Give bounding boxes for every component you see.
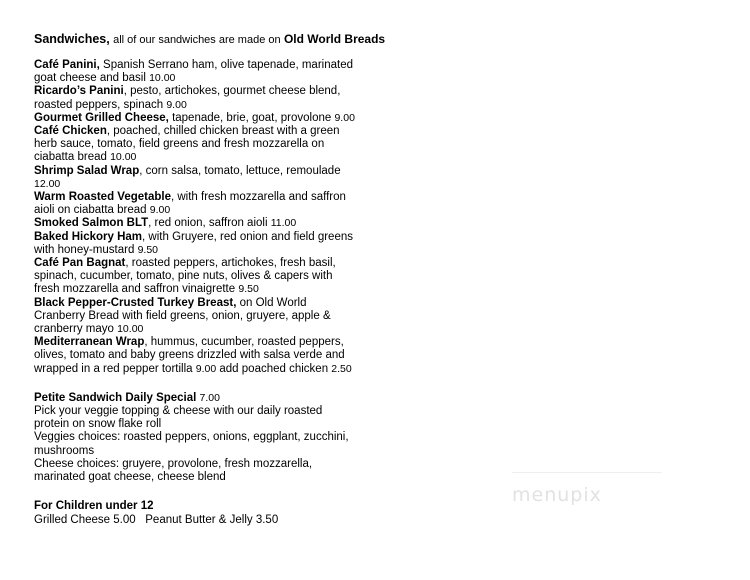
item-extra: add poached chicken: [219, 362, 329, 375]
petite-name: Petite Sandwich Daily Special: [34, 391, 197, 404]
bread-brand: Old World Breads: [283, 32, 386, 46]
menu-item: [34, 165, 356, 191]
item-desc: , corn salsa, tomato, lettuce, remoulade: [139, 164, 341, 177]
section-title: Sandwiches,: [34, 32, 110, 46]
menu-item: [34, 336, 356, 376]
petite-desc: Pick your veggie topping & cheese with our daily roasted protein on snow flake roll: [34, 405, 323, 431]
cheese-choices: Cheese choices: gruyere, provolone, fresh mozzarella, marinated goat cheese, cheese blend: [34, 457, 313, 484]
menu-item: [34, 217, 356, 230]
item-desc: , red onion, saffron aioli: [148, 217, 268, 230]
item-extra-price: 2.50: [331, 362, 352, 375]
item-name: Gourmet Grilled Cheese,: [34, 111, 169, 124]
item-desc: Spanish Serrano ham, olive tapenade, marinated goat cheese and basil: [34, 59, 353, 85]
item-price: 11.00: [270, 217, 297, 230]
item-price: 9.00: [149, 204, 171, 217]
item-desc: tapenade, brie, goat, provolone: [172, 111, 332, 124]
item-price: 9.00: [195, 362, 217, 375]
watermark-logo: menupix: [512, 484, 602, 506]
children-section: [34, 500, 356, 513]
item-price: 9.00: [334, 111, 355, 124]
menu-item: [34, 257, 356, 297]
item-name: Café Pan Bagnat: [34, 257, 126, 270]
item-price: 10.00: [110, 151, 137, 164]
menu-item: [34, 112, 356, 125]
section-header: [34, 32, 734, 48]
menu-item: [34, 125, 356, 165]
menu-page: [34, 32, 734, 527]
item-price: 12.00: [34, 177, 61, 190]
item-desc: , roasted peppers, artichokes, fresh basil, spinach, cucumber, tomato, pine nuts, olives & capers with fresh mozzarella and saffron vinaigrette: [34, 257, 336, 296]
sandwich-list: [34, 59, 734, 527]
item-price: 10.00: [117, 323, 144, 336]
item-price: 10.00: [149, 72, 176, 85]
item-desc: , with fresh mozzarella and saffron aioli on ciabatta bread: [34, 191, 346, 217]
children-item: Grilled Cheese 5.00: [34, 513, 136, 526]
item-name: Café Chicken: [34, 125, 107, 138]
veggie-choices: Veggies choices: roasted peppers, onions, eggplant, zucchini, mushrooms: [34, 431, 349, 457]
petite-price: 7.00: [199, 391, 220, 404]
item-name: Baked Hickory Ham: [34, 230, 143, 243]
item-desc: , with Gruyere, red onion and field greens with honey-mustard: [34, 230, 353, 256]
children-item: Peanut Butter & Jelly 3.50: [145, 513, 279, 526]
item-desc: , hummus, cucumber, roasted peppers, olives, tomato and baby greens drizzled with salsa verde and wrapped in a red pepper tortilla: [34, 336, 345, 375]
watermark-bar: [512, 472, 662, 473]
item-name: Shrimp Salad Wrap: [34, 164, 140, 177]
menu-item: [34, 231, 356, 257]
section-subtitle: all of our sandwiches are made on: [113, 34, 281, 46]
menu-item: [34, 85, 356, 111]
menu-item: [34, 297, 356, 337]
item-desc: , poached, chilled chicken breast with a green herb sauce, tomato, field greens and fresh mozzarella on ciabatta bread: [34, 125, 340, 164]
menu-item: [34, 59, 356, 85]
item-desc: on Old World Cranberry Bread with field greens, onion, gruyere, apple & cranberry mayo: [34, 296, 331, 336]
menu-item: [34, 191, 356, 217]
item-price: 9.50: [238, 283, 259, 296]
item-price: 9.00: [166, 98, 187, 111]
item-name: Mediterranean Wrap: [34, 336, 145, 349]
item-price: 9.50: [137, 243, 158, 256]
item-name: Ricardo’s Panini: [34, 85, 124, 98]
children-items: [34, 514, 356, 527]
petite-special: [34, 392, 356, 405]
item-name: Warm Roasted Vegetable: [34, 191, 171, 204]
item-name: Black Pepper-Crusted Turkey Breast,: [34, 296, 237, 309]
children-title: For Children under 12: [34, 500, 154, 513]
item-name: Smoked Salmon BLT: [34, 217, 149, 230]
item-desc: , pesto, artichokes, gourmet cheese blend, roasted peppers, spinach: [34, 85, 341, 111]
item-name: Café Panini,: [34, 59, 100, 71]
